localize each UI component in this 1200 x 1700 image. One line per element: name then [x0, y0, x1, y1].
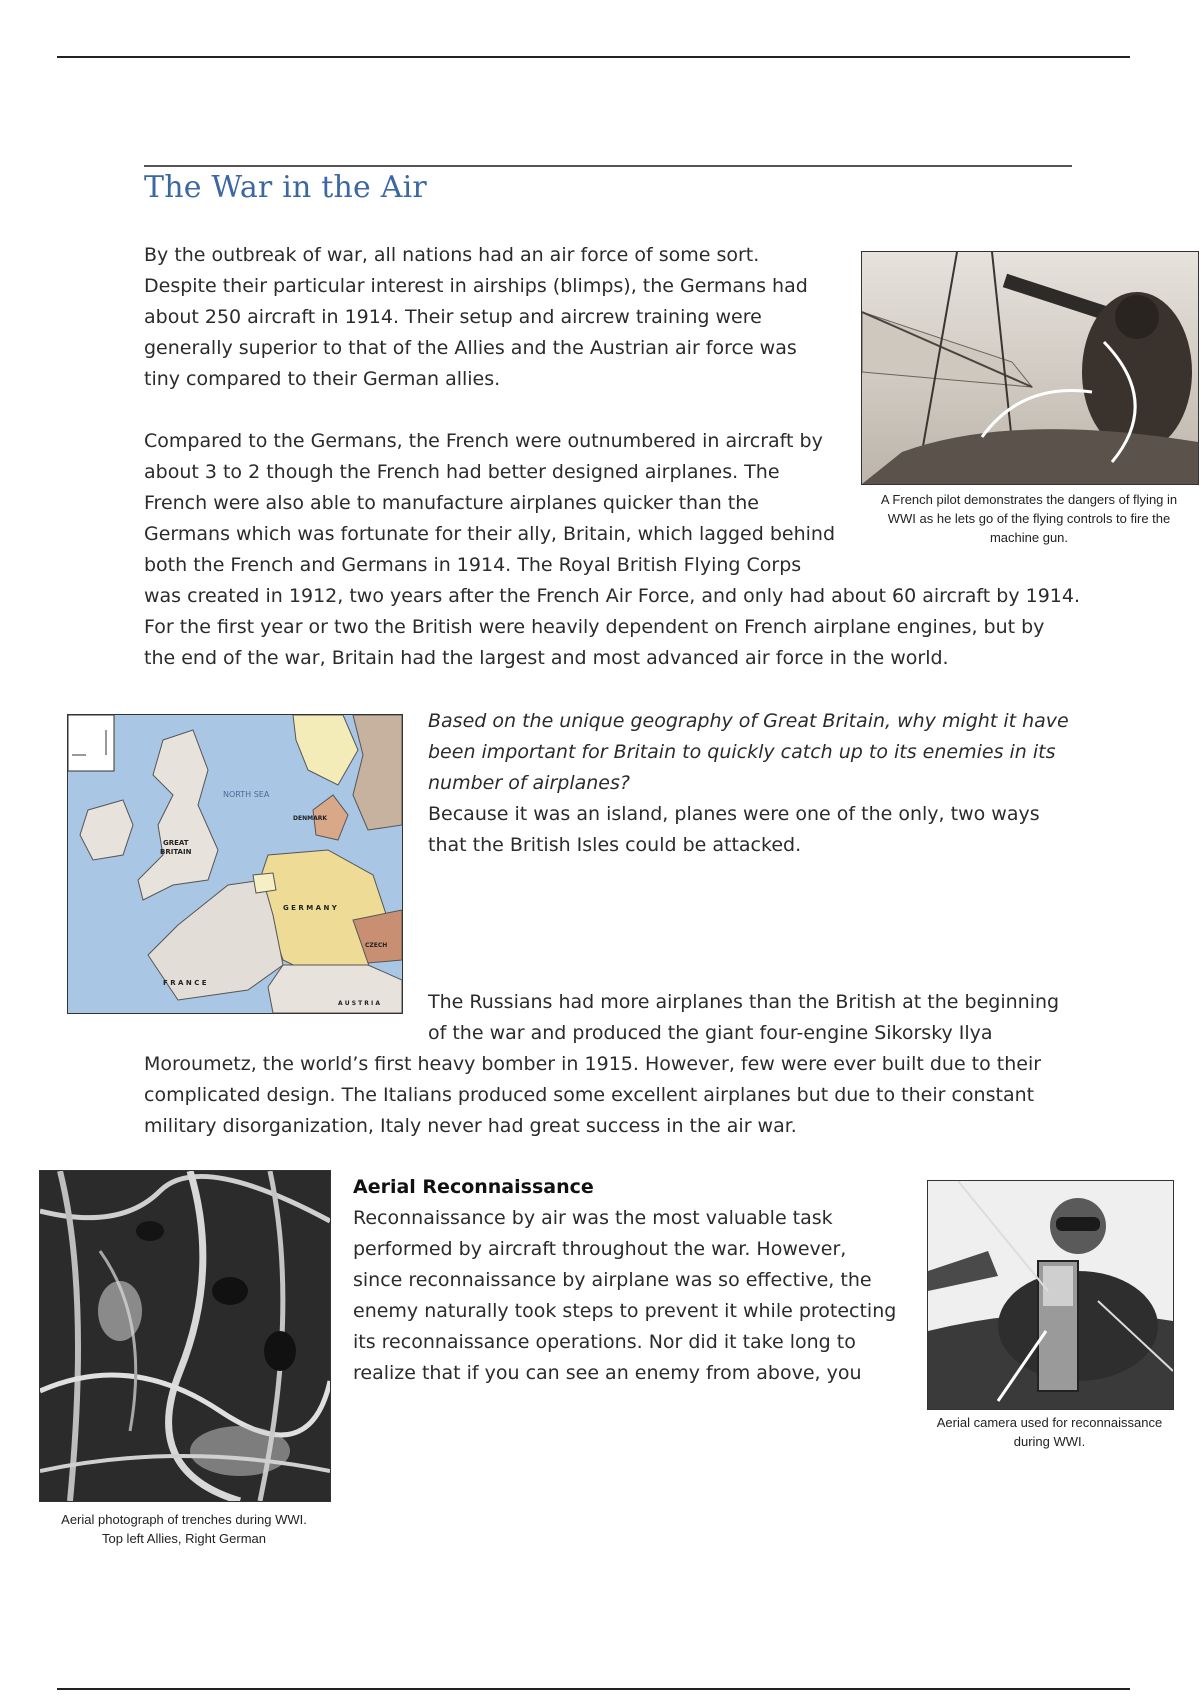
- caption-line: Aerial camera used for reconnaissance: [936, 1415, 1163, 1430]
- map-label-czech: CZECH: [365, 942, 388, 949]
- text-line: since reconnaissance by airplane was so effective, the: [353, 1269, 872, 1291]
- map-label-france: F R A N C E: [163, 979, 207, 987]
- camera-caption: [927, 1413, 1172, 1451]
- text-line: Despite their particular interest in airships (blimps), the Germans had: [144, 275, 808, 297]
- answer-line: Because it was an island, planes were one of the only, two ways: [428, 803, 1040, 825]
- recon-heading: Aerial Reconnaissance: [353, 1176, 594, 1198]
- caption-line: during WWI.: [1013, 1434, 1086, 1449]
- answer-line: that the British Isles could be attacked.: [428, 834, 802, 856]
- text-line: Moroumetz, the world’s first heavy bomber in 1915. However, few were ever built due to their: [144, 1053, 1042, 1075]
- text-line: enemy naturally took steps to prevent it while protecting: [353, 1300, 897, 1322]
- map-label-britain: BRITAIN: [160, 848, 192, 856]
- top-rule: [57, 56, 1130, 58]
- aerial-camera-illustration: [928, 1181, 1173, 1409]
- europe-map: [67, 714, 403, 1014]
- title-rule: [144, 165, 1072, 167]
- text-line: The Russians had more airplanes than the British at the beginning: [428, 991, 1060, 1013]
- recon-paragraph: [353, 1203, 896, 1389]
- trench-photo-illustration: [40, 1171, 330, 1501]
- caption-line: A French pilot demonstrates the dangers of flying in: [880, 492, 1178, 507]
- text-line: Reconnaissance by air was the most valuable task: [353, 1207, 833, 1229]
- text-line: military disorganization, Italy never had great success in the air war.: [144, 1115, 797, 1137]
- text-line: its reconnaissance operations. Nor did it take long to: [353, 1331, 856, 1353]
- europe-map-illustration: [68, 715, 402, 1013]
- caption-line: machine gun.: [989, 530, 1069, 545]
- intro-paragraph: [144, 240, 808, 395]
- caption-line: Top left Allies, Right German: [101, 1531, 267, 1546]
- text-line: French were also able to manufacture airplanes quicker than the: [144, 492, 759, 514]
- map-label-north-sea: NORTH SEA: [223, 790, 270, 799]
- trench-aerial-photo: [39, 1170, 331, 1502]
- text-line: generally superior to that of the Allies and the Austrian air force was: [144, 337, 797, 359]
- text-line: about 3 to 2 though the French had better designed airplanes. The: [144, 461, 780, 483]
- page-title: The War in the Air: [144, 170, 427, 205]
- question-line: number of airplanes?: [428, 772, 630, 794]
- question-line: Based on the unique geography of Great Britain, why might it have: [428, 710, 1069, 732]
- text-line: the end of the war, Britain had the largest and most advanced air force in the world.: [144, 647, 949, 669]
- map-label-great: GREAT: [163, 839, 189, 847]
- question-paragraph: [428, 706, 1069, 799]
- text-line: For the first year or two the British were heavily dependent on French airplane engines, but by: [144, 616, 1045, 638]
- bottom-rule: [57, 1688, 1130, 1690]
- question-line: been important for Britain to quickly catch up to its enemies in its: [428, 741, 1056, 763]
- text-line: was created in 1912, two years after the French Air Force, and only had about 60 aircraft by 1914.: [144, 585, 1081, 607]
- map-label-denmark: DENMARK: [293, 815, 327, 822]
- caption-line: Aerial photograph of trenches during WWI.: [61, 1512, 307, 1527]
- answer-paragraph: [428, 799, 1040, 861]
- compared-paragraph: [144, 426, 1080, 674]
- text-line: realize that if you can see an enemy from above, you: [353, 1362, 862, 1384]
- text-line: complicated design. The Italians produced some excellent airplanes but due to their constant: [144, 1084, 1035, 1106]
- trench-caption: [39, 1510, 329, 1548]
- map-label-germany: G E R M A N Y: [283, 904, 337, 912]
- text-line: tiny compared to their German allies.: [144, 368, 501, 390]
- text-line: performed by aircraft throughout the war. However,: [353, 1238, 847, 1260]
- map-label-austria: A U S T R I A: [338, 1000, 380, 1007]
- text-line: about 250 aircraft in 1914. Their setup and aircrew training were: [144, 306, 762, 328]
- text-line: Germans which was fortunate for their ally, Britain, which lagged behind: [144, 523, 836, 545]
- aerial-camera-photo: [927, 1180, 1174, 1410]
- text-line: of the war and produced the giant four-engine Sikorsky Ilya: [428, 1022, 993, 1044]
- russians-paragraph-bottom: [144, 1049, 1041, 1142]
- text-line: By the outbreak of war, all nations had an air force of some sort.: [144, 244, 760, 266]
- text-line: both the French and Germans in 1914. The Royal British Flying Corps: [144, 554, 802, 576]
- caption-line: WWI as he lets go of the flying controls to fire the: [887, 511, 1171, 526]
- russians-paragraph-top: [428, 987, 1059, 1049]
- text-line: Compared to the Germans, the French were outnumbered in aircraft by: [144, 430, 823, 452]
